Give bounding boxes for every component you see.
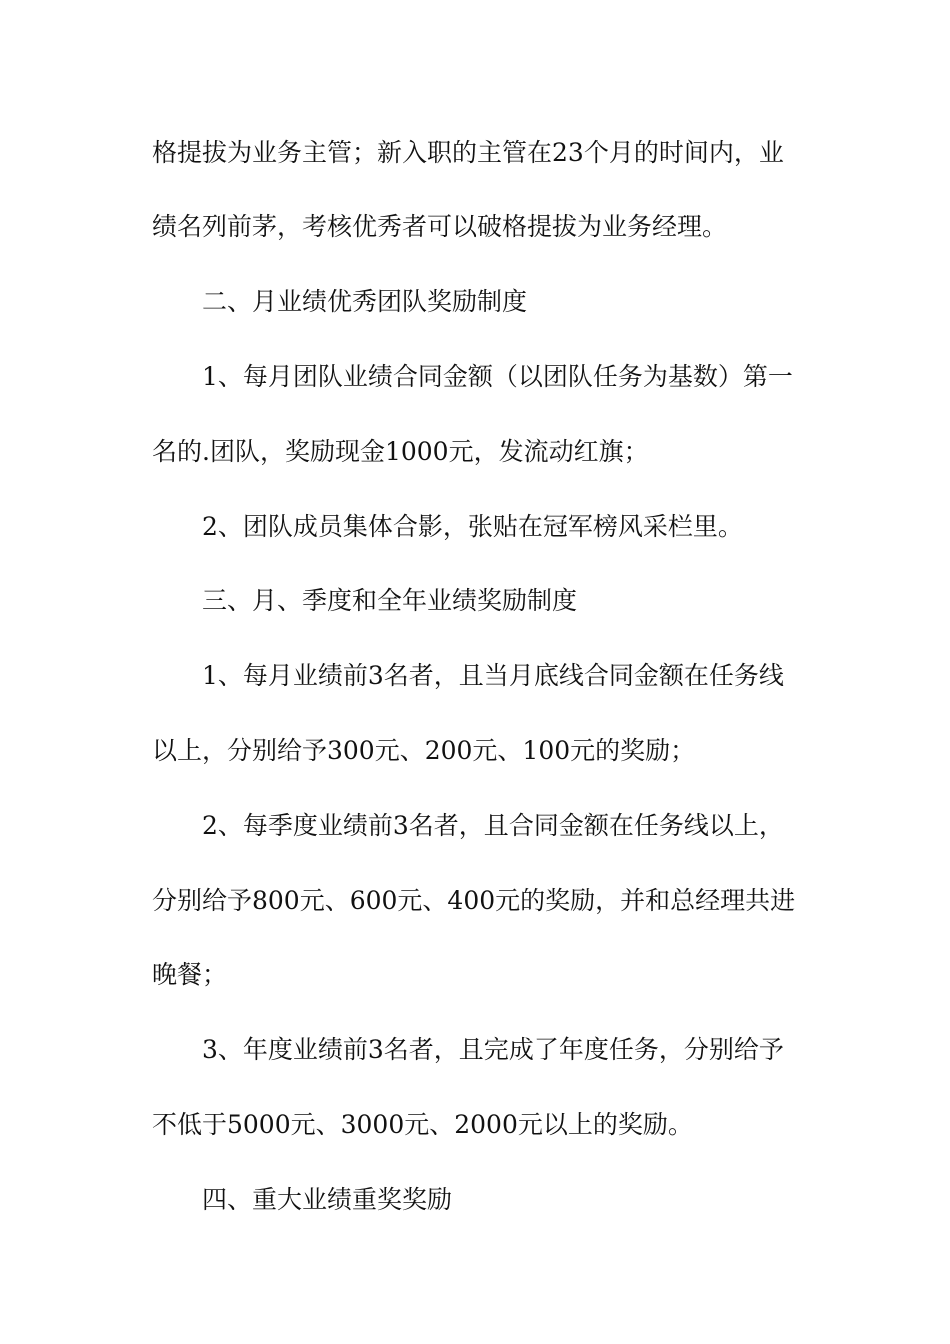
section-heading: 二、月业绩优秀团队奖励制度 <box>202 287 528 316</box>
paragraph-line: 1、每月团队业绩合同金额（以团队任务为基数）第一 <box>202 362 793 391</box>
paragraph-line: 格提拔为业务主管；新入职的主管在23个月的时间内，业 <box>152 138 784 167</box>
paragraph-line: 名的.团队，奖励现金1000元，发流动红旗； <box>152 437 649 466</box>
section-heading: 三、月、季度和全年业绩奖励制度 <box>202 586 578 615</box>
paragraph-line: 2、团队成员集体合影，张贴在冠军榜风采栏里。 <box>202 512 743 541</box>
paragraph-line: 绩名列前茅，考核优秀者可以破格提拔为业务经理。 <box>152 212 728 241</box>
paragraph-line: 不低于5000元、3000元、2000元以上的奖励。 <box>152 1110 693 1139</box>
paragraph-line: 1、每月业绩前3名者，且当月底线合同金额在任务线 <box>202 661 784 690</box>
section-heading: 四、重大业绩重奖奖励 <box>202 1185 453 1214</box>
paragraph-line: 晚餐； <box>152 960 228 989</box>
paragraph-line: 3、年度业绩前3名者，且完成了年度任务，分别给予 <box>202 1035 784 1064</box>
paragraph-line: 2、每季度业绩前3名者，且合同金额在任务线以上， <box>202 811 784 840</box>
paragraph-line: 分别给予800元、600元、400元的奖励，并和总经理共进 <box>152 886 796 915</box>
paragraph-line: 以上，分别给予300元、200元、100元的奖励； <box>152 736 696 765</box>
